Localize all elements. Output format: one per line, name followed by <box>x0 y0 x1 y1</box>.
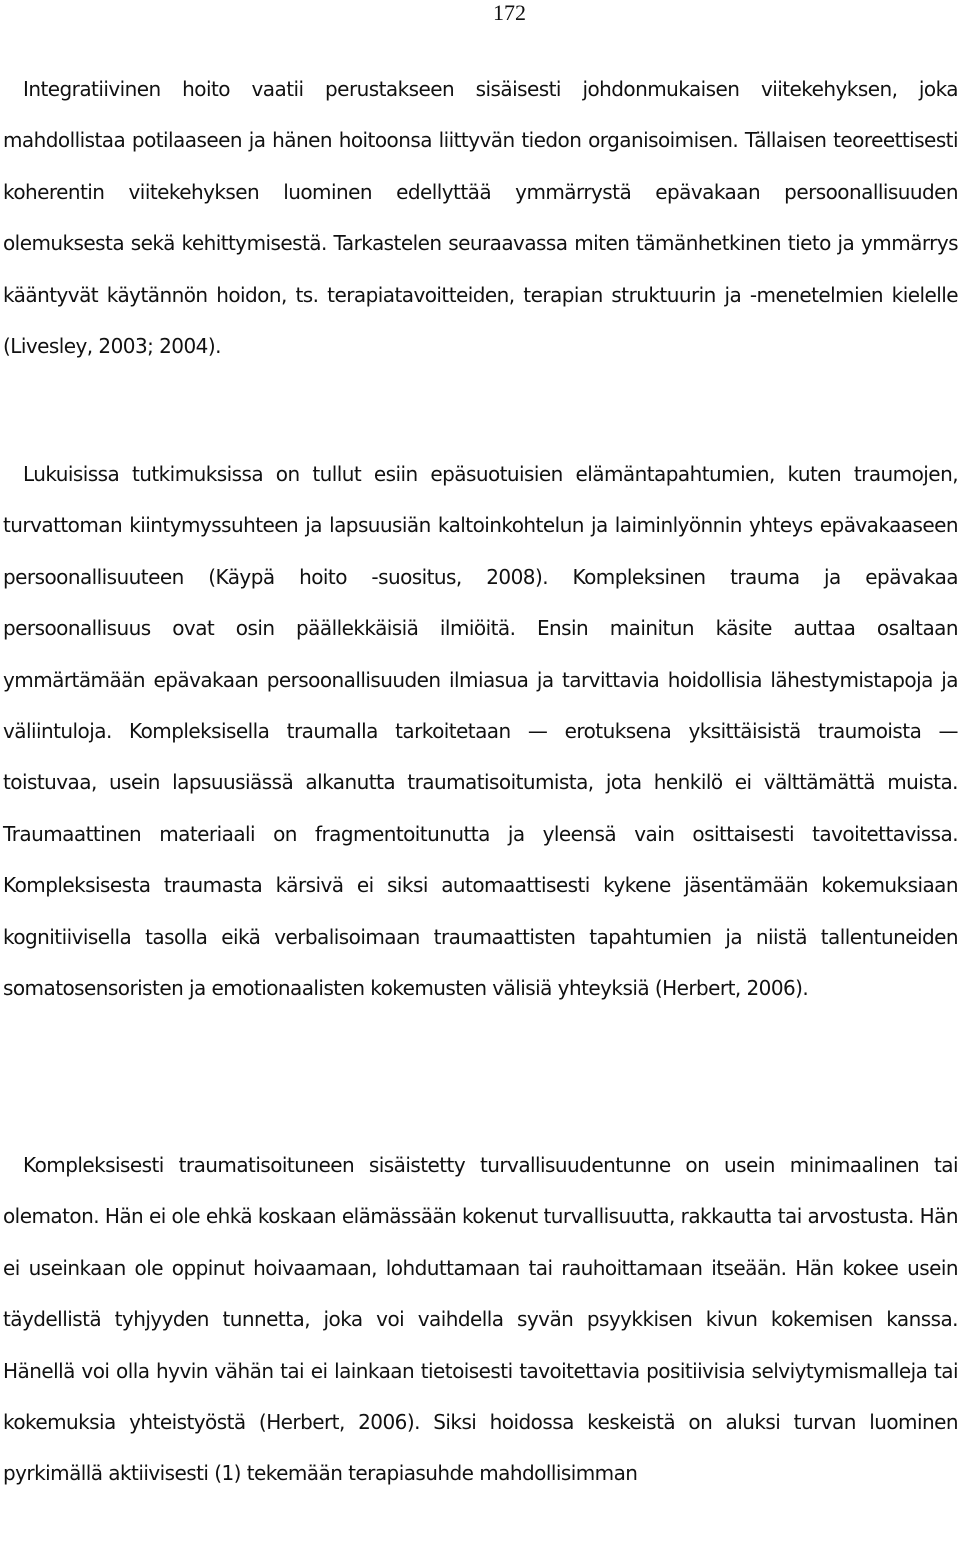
page-number: 172 <box>493 0 526 25</box>
paragraph-integrative-treatment: Integratiivinen hoito vaatii perustakseen sisäisesti johdonmukaisen viitekehyksen, joka mahdollistaa potilaaseen ja hänen hoitoonsa liittyvän tiedon organisoimisen. Tällaisen teoreettisesti koherentin viitekehyksen luominen edellyttää ymmärrystä epävakaan persoonallisuuden olemuksesta sekä kehittymisestä. Tarkastelen seuraavassa miten tämänhetkinen tieto ja ymmärrys kääntyvät käytännön hoidon, ts. terapiatavoitteiden, terapian struktuurin ja -menetelmien kielelle (Livesley, 2003; 2004). <box>3 77 958 359</box>
paragraph-sense-of-safety: Kompleksisesti traumatisoituneen sisäistetty turvallisuudentunne on usein minimaalinen tai olematon. Hän ei ole ehkä koskaan elämässään kokenut turvallisuutta, rakkautta tai arvostusta. Hän ei useinkaan ole oppinut hoivaamaan, lohduttamaan tai rauhoittamaan itseään. Hän kokee usein täydellistä tyhjyyden tunnetta, joka voi vaihdella syvän psyykkisen kivun kokemisen kanssa. Hänellä voi olla hyvin vähän tai ei lainkaan tietoisesti tavoitettavia positiivisia selviytymismalleja tai kokemuksia yhteistyöstä (Herbert, 2006). Siksi hoidossa keskeistä on aluksi turvan luominen pyrkimällä aktiivisesti (1) tekemään terapiasuhde mahdollisimman <box>3 1153 958 1486</box>
paragraph-complex-trauma: Lukuisissa tutkimuksissa on tullut esiin epäsuotuisien elämäntapahtumien, kuten traumojen, turvattoman kiintymyssuhteen ja lapsuusiän kaltoinkohtelun ja laiminlyönnin yhteys epävakaaseen persoonallisuuteen (Käypä hoito -suositus, 2008). Kompleksinen trauma ja epävakaa persoonallisuus ovat osin päällekkäisiä ilmiöitä. Ensin mainitun käsite auttaa osaltaan ymmärtämään epävakaan persoonallisuuden ilmiasua ja tarvittavia hoidollisia lähestymistapoja ja väliintuloja. Kompleksisella traumalla tarkoitetaan — erotuksena yksittäisistä traumoista — toistuvaa, usein lapsuusiässä alkanutta traumatisoitumista, jota henkilö ei välttämättä muista. Traumaattinen materiaali on fragmentoitunutta ja yleensä vain osittaisesti tavoitettavissa. Kompleksisesta traumasta kärsivä ei siksi automaattisesti kykene jäsentämään kokemuksiaan kognitiivisella tasolla eikä verbalisoimaan traumaattisten tapahtumien ja niistä tallentuneiden somatosensoristen ja emotionaalisten kokemusten välisiä yhteyksiä (Herbert, 2006). <box>3 462 958 1001</box>
